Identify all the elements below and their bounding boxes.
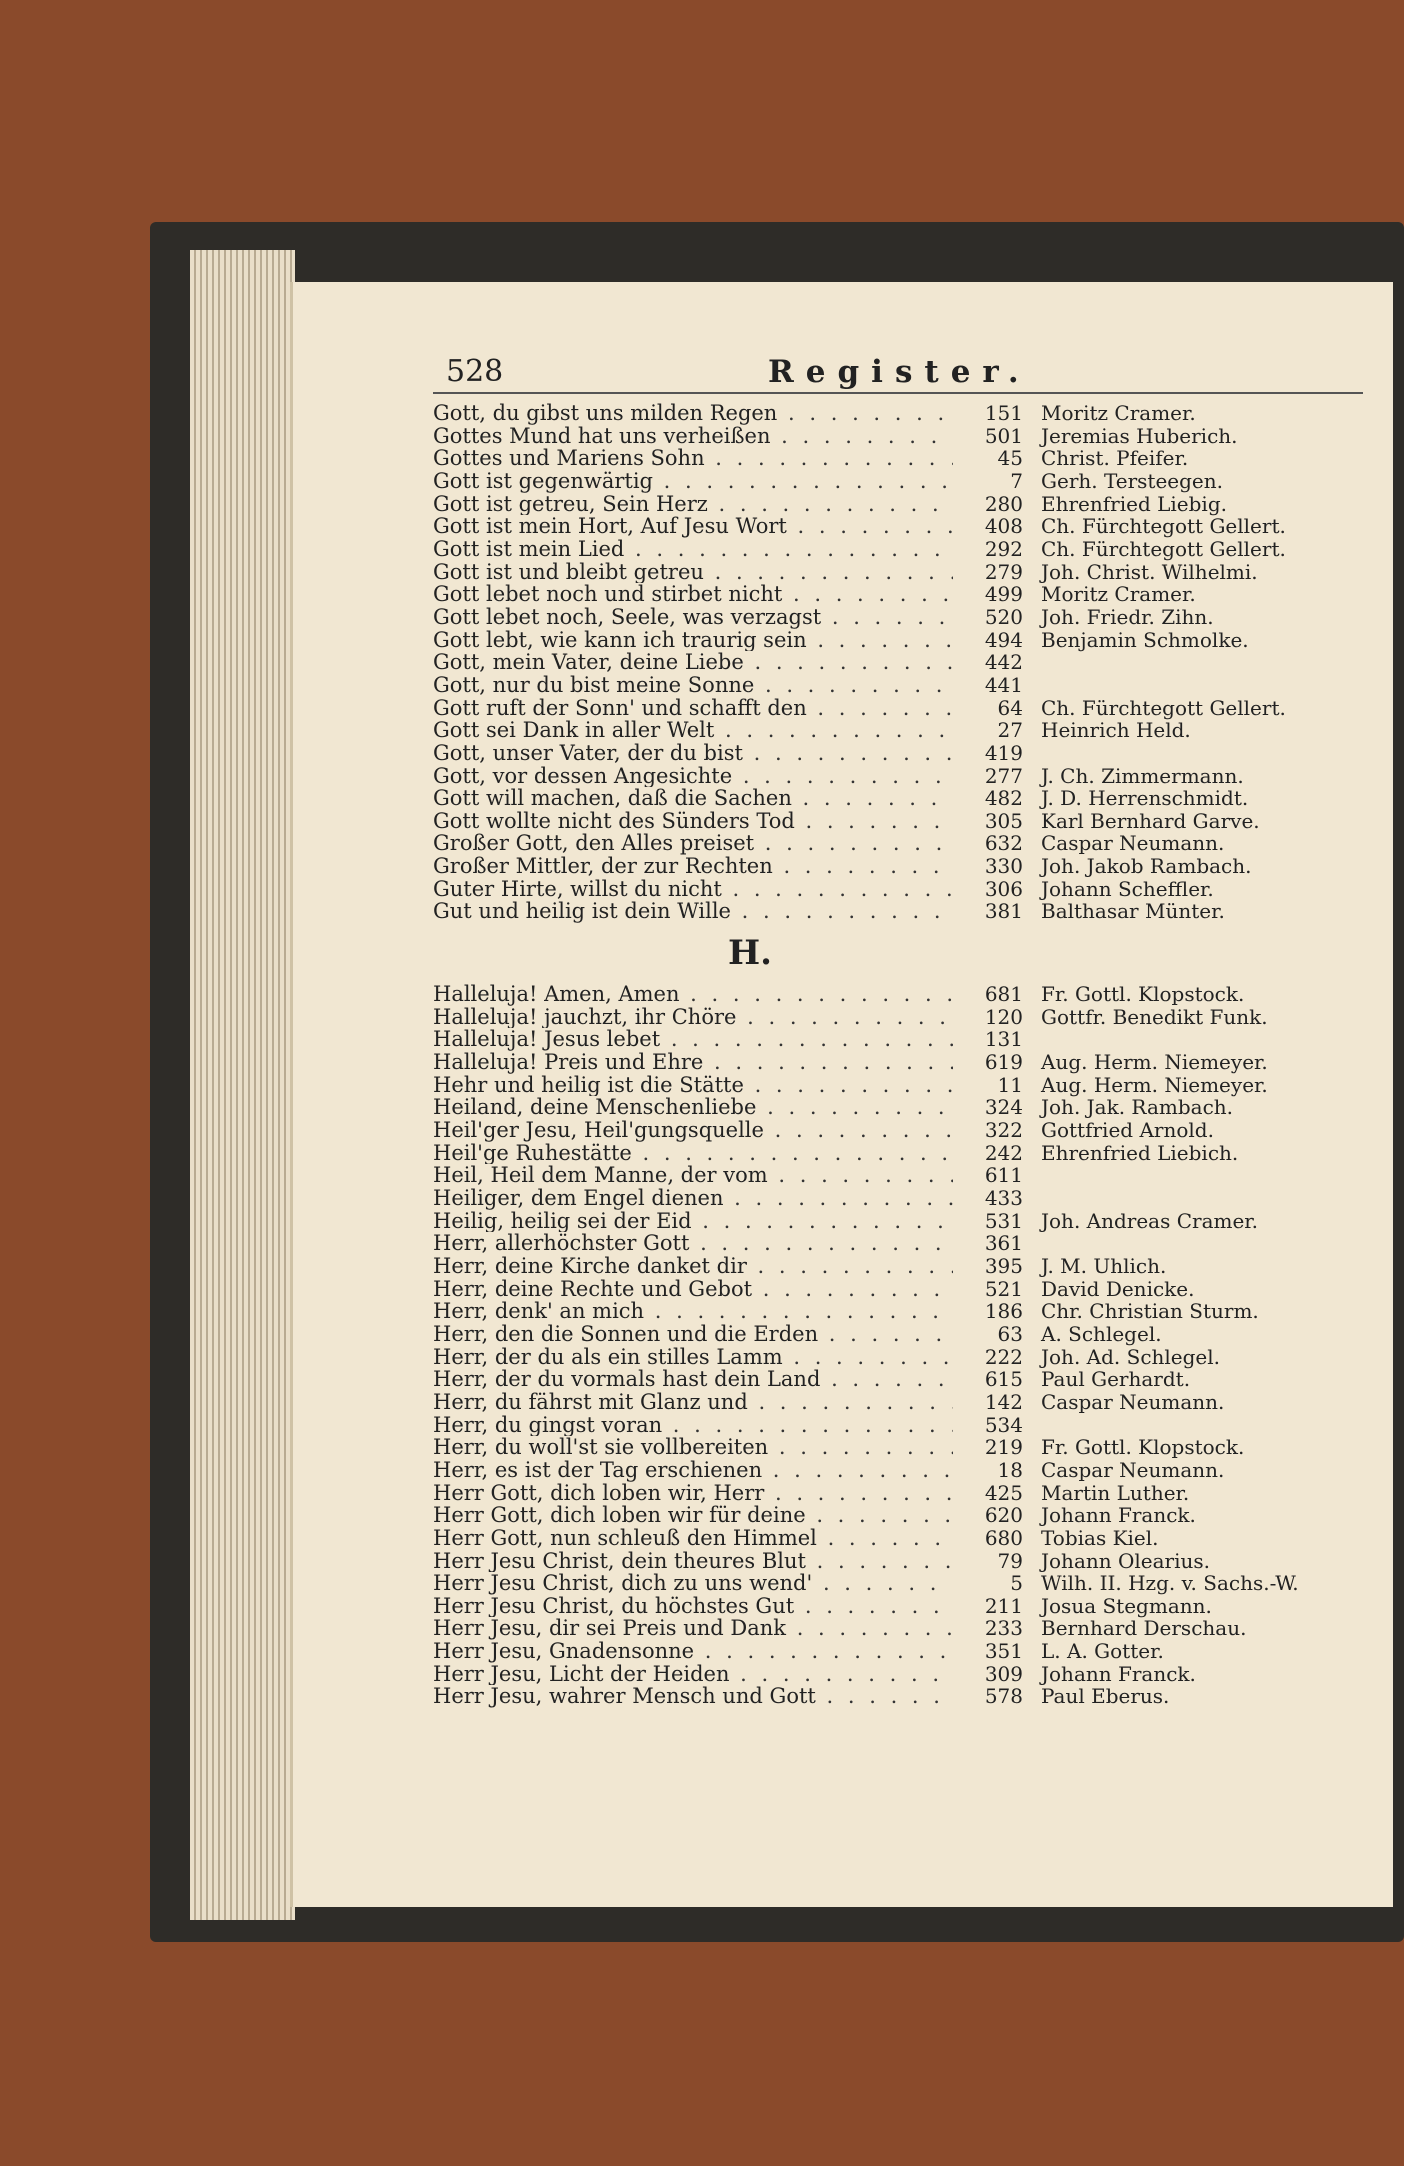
entry-number: 442 [984, 650, 1023, 675]
register-entry [433, 1640, 1393, 1663]
entry-title-wrap [433, 832, 953, 855]
page-title: Register. [768, 354, 1031, 390]
entry-author: J. M. Uhlich. [1041, 1253, 1167, 1278]
register-entry [433, 1572, 1393, 1595]
entry-number: 7 [1010, 468, 1023, 493]
entry-title: Heilig, heilig sei der Eid . . . [433, 1210, 953, 1233]
entry-author: Joh. Ad. Schlegel. [1041, 1344, 1221, 1369]
register-entry [433, 983, 1393, 1006]
entry-number: 330 [984, 854, 1023, 879]
entry-number: 18 [997, 1457, 1023, 1482]
running-head [293, 354, 1393, 394]
entry-number: 233 [984, 1616, 1023, 1641]
entry-number: 534 [984, 1412, 1023, 1437]
register-entry [433, 1663, 1393, 1686]
entry-number: 131 [984, 1027, 1023, 1052]
entry-number: 441 [984, 672, 1023, 697]
entry-number: 499 [984, 582, 1023, 607]
entry-author: Caspar Neumann. [1041, 1389, 1225, 1414]
entry-title-wrap [433, 765, 953, 788]
entry-title-wrap [433, 1278, 953, 1301]
entry-title: Herr Gott, dich loben wir, Herr . . . [433, 1482, 953, 1505]
entry-title-wrap [433, 1685, 953, 1708]
entry-number: 222 [984, 1344, 1023, 1369]
register-entry [433, 1187, 1393, 1210]
page-edges [190, 250, 295, 1920]
entry-author: Joh. Andreas Cramer. [1041, 1208, 1259, 1233]
entry-title: Herr, es ist der Tag erschienen . . . [433, 1459, 953, 1482]
entry-author: Aug. Herm. Niemeyer. [1041, 1072, 1268, 1097]
register-entry [433, 1368, 1393, 1391]
entry-author: Heinrich Held. [1041, 718, 1191, 743]
register-entry [433, 1119, 1393, 1142]
entry-number: 151 [984, 401, 1023, 425]
entry-title-wrap [433, 538, 953, 561]
entry-title-wrap [433, 1368, 953, 1391]
entry-title: Großer Gott, den Alles preiset . . . [433, 832, 953, 855]
entry-number: 242 [984, 1140, 1023, 1165]
register-entry [433, 1028, 1393, 1051]
register-entry [433, 1504, 1393, 1527]
entry-number: 63 [997, 1321, 1023, 1346]
entry-author: Ehrenfried Liebich. [1041, 1140, 1239, 1165]
entry-title: Herr, denk' an mich . . . [433, 1300, 953, 1323]
entry-title: Heiland, deine Menschenliebe . . . [433, 1096, 953, 1119]
entry-title-wrap [433, 1391, 953, 1414]
entry-title-wrap [433, 878, 953, 901]
entry-title: Herr, der du vormals hast dein Land . . . [433, 1368, 953, 1391]
entry-author: Tobias Kiel. [1041, 1525, 1159, 1550]
entry-author: Johann Olearius. [1041, 1548, 1210, 1573]
entry-number: 395 [984, 1253, 1023, 1278]
entry-number: 277 [984, 763, 1023, 788]
entry-number: 64 [997, 695, 1023, 720]
entry-number: 578 [984, 1684, 1023, 1709]
entry-author: J. Ch. Zimmermann. [1041, 763, 1244, 788]
entry-author: Balthasar Münter. [1041, 899, 1225, 924]
entry-title-wrap [433, 651, 953, 674]
entry-author: J. D. Herrenschmidt. [1041, 786, 1249, 811]
register-entry [433, 515, 1393, 538]
entry-title: Gott ist mein Hort, Auf Jesu Wort . . . [433, 515, 953, 538]
register-entry [433, 1414, 1393, 1437]
entry-title: Herr Gott, nun schleuß den Himmel . . . [433, 1527, 953, 1550]
entry-title: Gott wollte nicht des Sünders Tod . . . [433, 810, 953, 833]
entry-author: Jeremias Huberich. [1041, 423, 1238, 448]
entry-title: Gott, unser Vater, der du bist . . . [433, 742, 953, 765]
register-entry [433, 651, 1393, 674]
entry-title-wrap [433, 629, 953, 652]
entry-number: 186 [984, 1299, 1023, 1324]
entry-number: 280 [984, 491, 1023, 516]
entry-number: 120 [984, 1004, 1023, 1029]
entry-title-wrap [433, 1459, 953, 1482]
register-entry [433, 561, 1393, 584]
entry-title: Gott lebet noch und stirbet nicht . . . [433, 583, 953, 606]
register-entry [433, 402, 1393, 425]
entry-title-wrap [433, 1006, 953, 1029]
entry-title: Halleluja! Jesus lebet . . . [433, 1028, 953, 1051]
register-entry [433, 697, 1393, 720]
entry-number: 45 [997, 446, 1023, 471]
entry-number: 306 [984, 876, 1023, 901]
entry-title: Gott, du gibst uns milden Regen . . . [433, 402, 953, 425]
section-letter: H. [728, 933, 772, 974]
entry-number: 408 [984, 514, 1023, 539]
entry-author: Gerh. Tersteegen. [1041, 468, 1224, 493]
register-entry [433, 900, 1393, 923]
register-entry [433, 583, 1393, 606]
register-entry [433, 1436, 1393, 1459]
register-entry [433, 810, 1393, 833]
entry-title-wrap [433, 1187, 953, 1210]
register-entry [433, 629, 1393, 652]
entry-title: Halleluja! jauchzt, ihr Chöre . . . [433, 1006, 953, 1029]
entry-author: Paul Eberus. [1041, 1684, 1170, 1709]
entry-title: Herr Jesu Christ, dich zu uns wend' . . . [433, 1572, 953, 1595]
entry-number: 309 [984, 1661, 1023, 1686]
entry-title-wrap [433, 1255, 953, 1278]
entry-number: 211 [984, 1593, 1023, 1618]
entry-author: Aug. Herm. Niemeyer. [1041, 1050, 1268, 1075]
entry-title: Herr, deine Kirche danket dir . . . [433, 1255, 953, 1278]
entry-author: Gottfried Arnold. [1041, 1118, 1214, 1143]
entry-title: Heil, Heil dem Manne, der vom . . . [433, 1164, 953, 1187]
book-page [290, 282, 1393, 1907]
entry-title: Herr, der du als ein stilles Lamm . . . [433, 1346, 953, 1369]
entry-title: Herr, du gingst voran . . . [433, 1414, 953, 1437]
entry-title-wrap [433, 1550, 953, 1573]
entry-title: Gott ist gegenwärtig . . . [433, 470, 953, 493]
entry-title-wrap [433, 1323, 953, 1346]
register-entry [433, 1164, 1393, 1187]
entry-author: Ch. Fürchtegott Gellert. [1041, 514, 1286, 539]
entry-number: 611 [984, 1163, 1023, 1188]
entry-title-wrap [433, 1232, 953, 1255]
entry-title: Gott ist mein Lied . . . [433, 538, 953, 561]
entry-number: 142 [984, 1389, 1023, 1414]
entry-title-wrap [433, 1595, 953, 1618]
entry-title: Gott ist getreu, Sein Herz . . . [433, 493, 953, 516]
entry-title-wrap [433, 1142, 953, 1165]
register-entry [433, 425, 1393, 448]
entry-title: Herr Jesu Christ, dein theures Blut . . . [433, 1550, 953, 1573]
entry-number: 482 [984, 786, 1023, 811]
header-rule [433, 392, 1363, 394]
register-entry [433, 674, 1393, 697]
register-entry [433, 538, 1393, 561]
register-entry [433, 878, 1393, 901]
register-entry [433, 1550, 1393, 1573]
entry-title: Herr, deine Rechte und Gebot . . . [433, 1278, 953, 1301]
register-entry [433, 1232, 1393, 1255]
entry-number: 425 [984, 1480, 1023, 1505]
entry-author: Paul Gerhardt. [1041, 1367, 1191, 1392]
entry-author: Caspar Neumann. [1041, 1457, 1225, 1482]
entry-author: A. Schlegel. [1041, 1321, 1162, 1346]
entry-title: Gott, mein Vater, deine Liebe . . . [433, 651, 953, 674]
entry-title-wrap [433, 1210, 953, 1233]
entry-title-wrap [433, 1119, 953, 1142]
entry-author: Martin Luther. [1041, 1480, 1190, 1505]
entry-title-wrap [433, 470, 953, 493]
register-entry [433, 1210, 1393, 1233]
entry-number: 279 [984, 559, 1023, 584]
entry-title: Herr Jesu, Gnadensonne . . . [433, 1640, 953, 1663]
entry-title: Heil'ge Ruhestätte . . . [433, 1142, 953, 1165]
entry-author: Christ. Pfeifer. [1041, 446, 1189, 471]
register-entry [433, 1595, 1393, 1618]
entry-title-wrap [433, 1051, 953, 1074]
entry-number: 531 [984, 1208, 1023, 1233]
entry-author: David Denicke. [1041, 1276, 1195, 1301]
register-entry [433, 1096, 1393, 1119]
entry-title: Gott lebt, wie kann ich traurig sein . . . [433, 629, 953, 652]
entry-title-wrap [433, 1414, 953, 1437]
entry-title: Herr Gott, dich loben wir für deine . . . [433, 1504, 953, 1527]
register-entry [433, 1300, 1393, 1323]
entry-title: Herr, du fährst mit Glanz und . . . [433, 1391, 953, 1414]
entry-title: Herr Jesu Christ, du höchstes Gut . . . [433, 1595, 953, 1618]
entry-title: Gottes und Mariens Sohn . . . [433, 447, 953, 470]
entry-title-wrap [433, 983, 953, 1006]
entry-title-wrap [433, 561, 953, 584]
entry-title: Herr Jesu, dir sei Preis und Dank . . . [433, 1617, 953, 1640]
register-entry [433, 1255, 1393, 1278]
register-entry [433, 1051, 1393, 1074]
register-entry [433, 1323, 1393, 1346]
entry-author: Fr. Gottl. Klopstock. [1041, 1435, 1245, 1460]
entry-title-wrap [433, 674, 953, 697]
entry-title-wrap [433, 583, 953, 606]
entry-number: 79 [997, 1548, 1023, 1573]
entry-number: 632 [984, 831, 1023, 856]
register-entry [433, 719, 1393, 742]
entry-number: 494 [984, 627, 1023, 652]
entry-number: 433 [984, 1186, 1023, 1210]
register-entry [433, 606, 1393, 629]
page-number: 528 [446, 354, 504, 389]
entry-title: Gott, nur du bist meine Sonne . . . [433, 674, 953, 697]
entry-author: Bernhard Derschau. [1041, 1616, 1247, 1641]
entry-title: Gott sei Dank in aller Welt . . . [433, 719, 953, 742]
register-entry [433, 1346, 1393, 1369]
entry-author: Joh. Jakob Rambach. [1041, 854, 1252, 879]
entry-number: 615 [984, 1367, 1023, 1392]
entry-title-wrap [433, 515, 953, 538]
register-entry [433, 493, 1393, 516]
entry-author: Moritz Cramer. [1041, 401, 1196, 425]
entry-title: Heil'ger Jesu, Heil'gungsquelle . . . [433, 1119, 953, 1142]
register-entry [433, 832, 1393, 855]
entry-author: L. A. Gotter. [1041, 1639, 1164, 1664]
entry-author: Karl Bernhard Garve. [1041, 808, 1260, 833]
entry-title: Halleluja! Preis und Ehre . . . [433, 1051, 953, 1074]
entry-author: Benjamin Schmolke. [1041, 627, 1249, 652]
entry-number: 219 [984, 1435, 1023, 1460]
entry-title-wrap [433, 1527, 953, 1550]
entry-title: Gott lebet noch, Seele, was verzagst . . . [433, 606, 953, 629]
entry-number: 322 [984, 1118, 1023, 1143]
entry-title: Heiliger, dem Engel dienen . . . [433, 1187, 953, 1210]
entry-title: Gott ist und bleibt getreu . . . [433, 561, 953, 584]
register-entry [433, 447, 1393, 470]
entry-title-wrap [433, 606, 953, 629]
register-entry [433, 1074, 1393, 1097]
entry-title: Gott ruft der Sonn' und schafft den . . . [433, 697, 953, 720]
register-entry [433, 1006, 1393, 1029]
register-entry [433, 855, 1393, 878]
entry-author: Ehrenfried Liebig. [1041, 491, 1227, 516]
entry-number: 27 [997, 718, 1023, 743]
entry-title-wrap [433, 1663, 953, 1686]
entry-title: Herr Jesu, Licht der Heiden . . . [433, 1663, 953, 1686]
entry-title-wrap [433, 719, 953, 742]
entry-title-wrap [433, 1164, 953, 1187]
entry-author: Chr. Christian Sturm. [1041, 1299, 1259, 1324]
register-entry [433, 470, 1393, 493]
entry-author: Fr. Gottl. Klopstock. [1041, 982, 1245, 1007]
entry-title-wrap [433, 787, 953, 810]
register-entry [433, 1142, 1393, 1165]
entry-number: 324 [984, 1095, 1023, 1120]
register-entry [433, 1391, 1393, 1414]
entry-title-wrap [433, 1346, 953, 1369]
entry-author: Gottfr. Benedikt Funk. [1041, 1004, 1268, 1029]
entry-author: Joh. Friedr. Zihn. [1041, 604, 1214, 629]
entry-number: 620 [984, 1503, 1023, 1528]
entry-title: Herr, den die Sonnen und die Erden . . . [433, 1323, 953, 1346]
entry-title-wrap [433, 1617, 953, 1640]
entry-number: 681 [984, 982, 1023, 1007]
entry-author: Wilh. II. Hzg. v. Sachs.-W. [1041, 1571, 1299, 1596]
entry-title-wrap [433, 1482, 953, 1505]
register-entry [433, 765, 1393, 788]
entry-author: Johann Franck. [1041, 1661, 1196, 1686]
register-entry [433, 787, 1393, 810]
entry-title-wrap [433, 1096, 953, 1119]
entry-number: 5 [1010, 1571, 1023, 1596]
register-entry [433, 1459, 1393, 1482]
entry-title: Halleluja! Amen, Amen . . . [433, 983, 953, 1006]
register-entry [433, 1685, 1393, 1708]
entry-number: 501 [984, 423, 1023, 448]
entry-number: 305 [984, 808, 1023, 833]
entry-author: Joh. Jak. Rambach. [1041, 1095, 1234, 1120]
entry-author: Ch. Fürchtegott Gellert. [1041, 536, 1286, 561]
entry-number: 521 [984, 1276, 1023, 1301]
register-entry [433, 1278, 1393, 1301]
entry-title: Herr, du woll'st sie vollbereiten . . . [433, 1436, 953, 1459]
entry-title-wrap [433, 493, 953, 516]
register-entry [433, 1527, 1393, 1550]
entry-title-wrap [433, 1640, 953, 1663]
entry-title-wrap [433, 742, 953, 765]
entry-title-wrap [433, 1074, 953, 1097]
entry-author: Caspar Neumann. [1041, 831, 1225, 856]
entry-number: 292 [984, 536, 1023, 561]
entry-title: Gott, vor dessen Angesichte . . . [433, 765, 953, 788]
entry-author: Josua Stegmann. [1041, 1593, 1212, 1618]
entry-author: Joh. Christ. Wilhelmi. [1041, 559, 1258, 584]
entry-number: 361 [984, 1231, 1023, 1256]
entry-title-wrap [433, 900, 953, 923]
register-entry [433, 1482, 1393, 1505]
entry-number: 351 [984, 1639, 1023, 1664]
register-entry [433, 1617, 1393, 1640]
entry-title-wrap [433, 1572, 953, 1595]
entry-title-wrap [433, 402, 953, 425]
entry-number: 680 [984, 1525, 1023, 1550]
entry-title: Herr, allerhöchster Gott . . . [433, 1232, 953, 1255]
entry-author: Johann Franck. [1041, 1503, 1196, 1528]
entry-author: Moritz Cramer. [1041, 582, 1196, 607]
entry-title-wrap [433, 1028, 953, 1051]
entry-title: Gottes Mund hat uns verheißen . . . [433, 425, 953, 448]
entry-title: Gut und heilig ist dein Wille . . . [433, 900, 953, 923]
entry-title: Gott will machen, daß die Sachen . . . [433, 787, 953, 810]
entry-author: Ch. Fürchtegott Gellert. [1041, 695, 1286, 720]
entry-number: 381 [984, 899, 1023, 924]
entry-title: Hehr und heilig ist die Stätte . . . [433, 1074, 953, 1097]
entry-title-wrap [433, 1300, 953, 1323]
entry-title-wrap [433, 810, 953, 833]
register-entries [433, 402, 1393, 1708]
entry-number: 11 [997, 1072, 1023, 1097]
entry-title-wrap [433, 697, 953, 720]
entry-number: 520 [984, 604, 1023, 629]
entry-title: Großer Mittler, der zur Rechten . . . [433, 855, 953, 878]
entry-number: 419 [984, 740, 1023, 765]
entry-title-wrap [433, 425, 953, 448]
entry-title-wrap [433, 855, 953, 878]
entry-title: Herr Jesu, wahrer Mensch und Gott . . . [433, 1685, 953, 1708]
entry-number: 619 [984, 1050, 1023, 1075]
entry-title-wrap [433, 1504, 953, 1527]
entry-author: Johann Scheffler. [1041, 876, 1214, 901]
entry-title-wrap [433, 447, 953, 470]
register-entry [433, 742, 1393, 765]
entry-title: Guter Hirte, willst du nicht . . . [433, 878, 953, 901]
entry-title-wrap [433, 1436, 953, 1459]
